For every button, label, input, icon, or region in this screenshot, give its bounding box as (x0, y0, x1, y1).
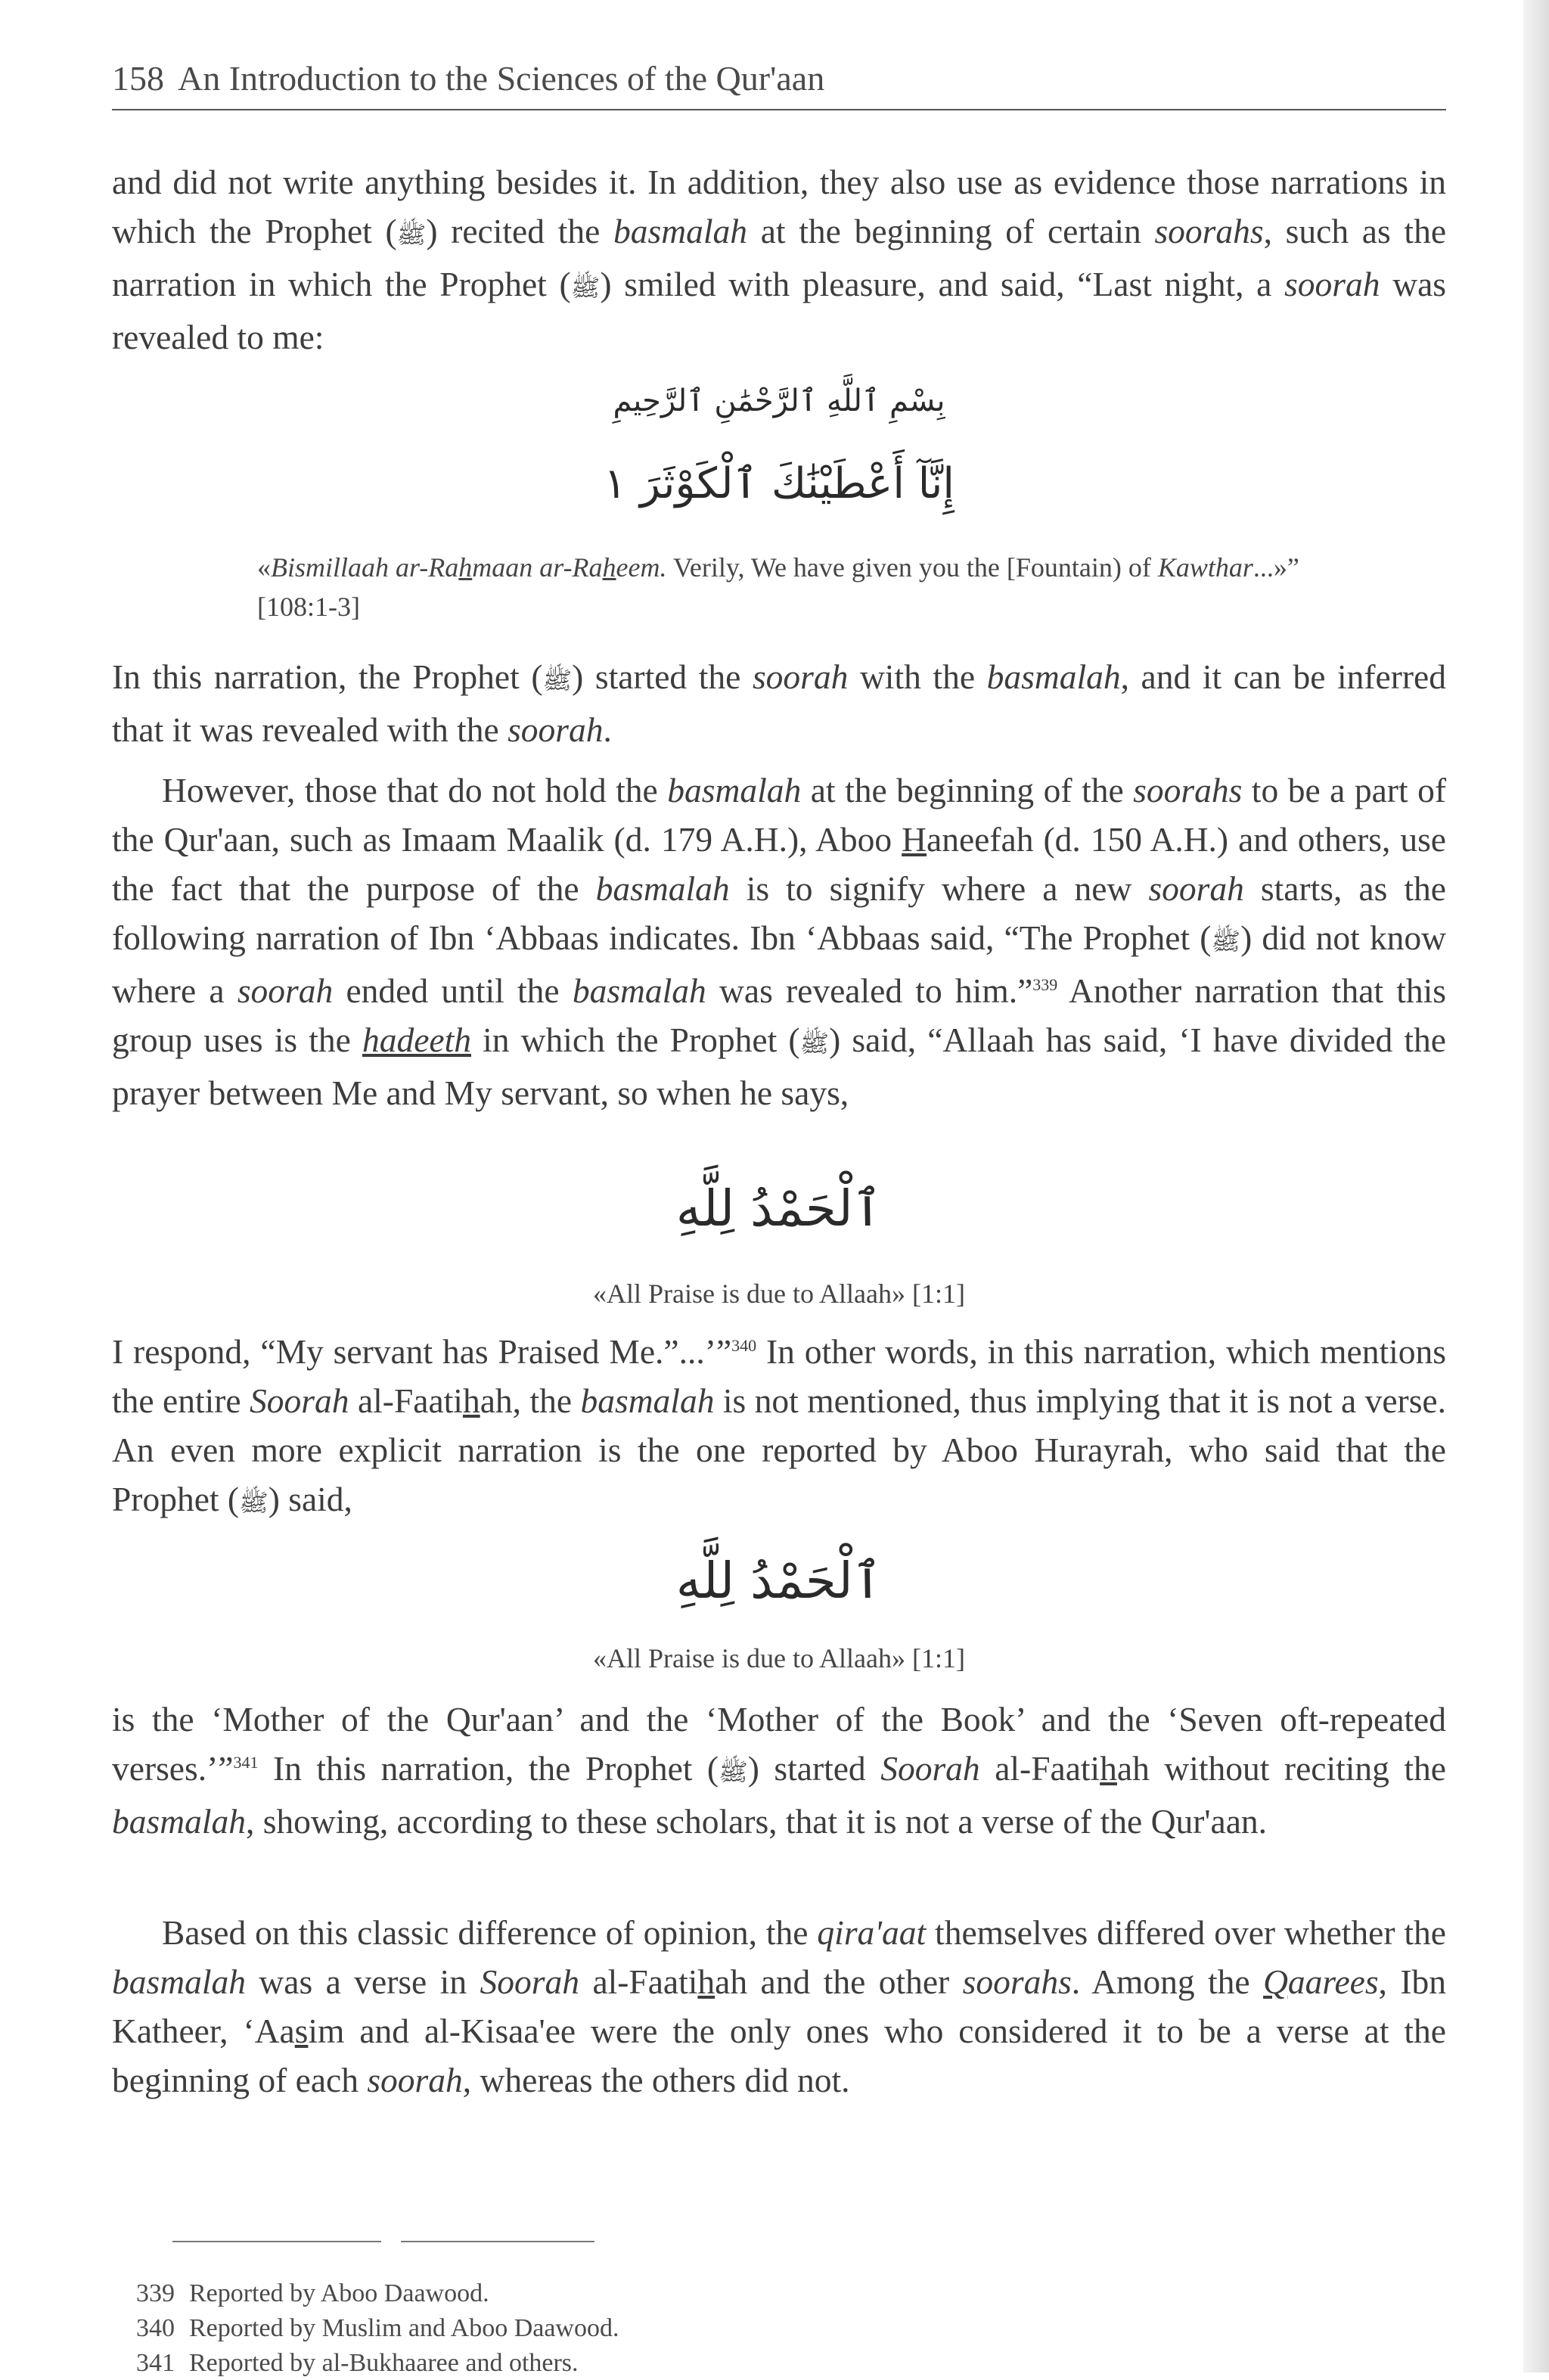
running-title: An Introduction to the Sciences of the Qur'aan (178, 59, 825, 98)
page-edge-shadow (1523, 0, 1549, 2372)
footnote-341: 341 Reported by al-Bukhaaree and others. (136, 2349, 579, 2377)
pbuh-icon: ﷺ (542, 666, 573, 694)
header-rule (112, 109, 1446, 110)
pbuh-icon: ﷺ (1211, 927, 1241, 955)
footnote-339: 339 Reported by Aboo Daawood. (136, 2279, 489, 2307)
hamd-2-caption: «All Praise is due to Allaah» [1:1] (593, 1643, 965, 1673)
footnote-340: 340 Reported by Muslim and Aboo Daawood. (136, 2314, 619, 2342)
footnote-rule-left (172, 2241, 381, 2242)
paragraph-3: However, those that do not hold the basmalah at the beginning of the soorahs to be a part of the Qur'aan, such as Imaam Maalik (d. 179 A.H.), Aboo Haneefah (d. 150 A.H.) and others, use the fact that the purpose of the basmalah is to signify where a new soorah starts, as the following narration of Ibn ‘Abbaas indicates. Ibn ‘Abbaas said, “The Prophet (ﷺ) did not know where a soorah ended until the basmalah was revealed to him.”$^{339}$ Another narration that this group uses is the hadeeth in which the Prophet (ﷺ) said, “Allaah has said, ‘I have divided the prayer between Me and My servant, so when he says, (112, 771, 1447, 1112)
pbuh-icon: ﷺ (719, 1757, 748, 1786)
paragraph-4: I respond, “My servant has Praised Me.”...’”$^{340}$ In other words, in this narration, which mentions the entire Soorah al-Faatihah, the basmalah is not mentioned, thus implying that it is not a verse. An even more explicit narration is the one reported by Aboo Hurayrah, who said that the Prophet (ﷺ) said, (112, 1332, 1446, 1518)
running-header (112, 56, 1446, 101)
pbuh-icon: ﷺ (396, 220, 427, 249)
arabic-verse-kawthar: إِنَّآ أَعْطَيْنَٰكَ ٱلْكَوْثَرَ ١ (604, 459, 955, 508)
paragraph-5: is the ‘Mother of the Qur'aan’ and the ‘Mother of the Book’ and the ‘Seven oft-repeated verses.’”$^{341}$ In this narration, the Prophet (ﷺ) started Soorah al-Faatihah without reciting the basmalah, showing, according to these scholars, that it is not a verse of the Qur'aan. (112, 1700, 1447, 1841)
footnote-ref: 340 (731, 1335, 757, 1355)
pbuh-icon: ﷺ (570, 273, 601, 302)
pbuh-icon: ﷺ (799, 1029, 830, 1058)
paragraph-2: In this narration, the Prophet (ﷺ) started the soorah with the basmalah, and it can be inferred that it was revealed with the soorah. (112, 657, 1446, 749)
footnote-rule-right (401, 2241, 594, 2242)
arabic-hamd-1: ٱلْحَمْدُ لِلَّهِ (675, 1179, 883, 1238)
arabic-hamd-2: ٱلْحَمْدُ لِلَّهِ (675, 1552, 883, 1610)
page-number: 158 (112, 59, 164, 98)
paragraph-6: Based on this classic difference of opinion, the qira'aat themselves differed over whether the basmalah was a verse in Soorah al-Faatihah and the other soorahs. Among the Qaarees, Ibn Katheer, ‘Aasim and al-Kisaa'ee were the only ones who considered it to be a verse at the beginning of each soorah, whereas the others did not. (112, 1913, 1447, 2099)
paragraph-1: and did not write anything besides it. In addition, they also use as evidence those narrations in which the Prophet (ﷺ) recited the basmalah at the beginning of certain soorahs, such as the narration in which the Prophet (ﷺ) smiled with pleasure, and said, “Last night, a soorah was revealed to me: (112, 163, 1447, 356)
arabic-basmalah: بِسْمِ ٱللَّهِ ٱلرَّحْمَٰنِ ٱلرَّحِيمِ (613, 384, 945, 418)
footnote-ref: 341 (233, 1752, 259, 1772)
pbuh-icon: ﷺ (239, 1488, 269, 1517)
hamd-1-caption: «All Praise is due to Allaah» [1:1] (593, 1279, 965, 1309)
kawthar-caption: «Bismillaah ar-Rahmaan ar-Raheem. Verily, We have given you the [Fountain) of Kawthar...»” [108:1-3] (257, 552, 1299, 622)
footnote-ref: 339 (1032, 974, 1058, 994)
